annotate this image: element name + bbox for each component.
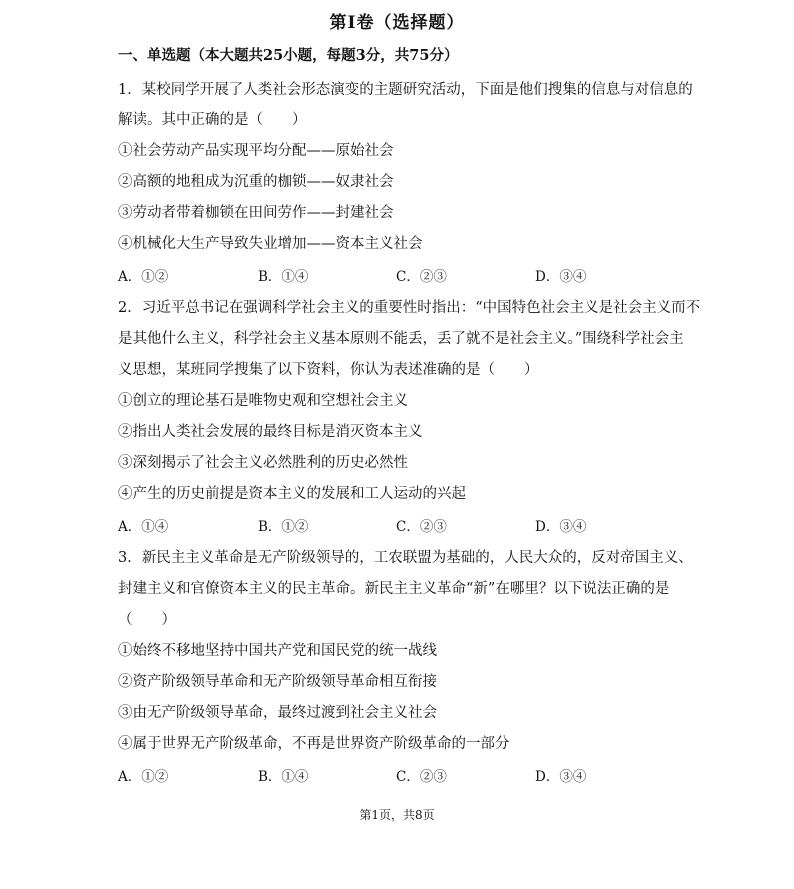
q2-stem-line-2: 是其他什么主义，科学社会主义基本原则不能丢，丢了就不是社会主义。”围绕科学社会主: [118, 331, 684, 347]
q2-option-a[interactable]: A．①④: [118, 519, 169, 535]
q3-stem-line-1: 3．新民主主义革命是无产阶级领导的，工农联盟为基础的，人民大众的，反对帝国主义、: [118, 550, 693, 566]
q2-stem-line-3: 义思想，某班同学搜集了以下资料，你认为表述准确的是（ ）: [118, 362, 539, 378]
q2-option-d[interactable]: D．③④: [535, 519, 587, 535]
q1-option-c[interactable]: C．②③: [396, 269, 447, 285]
q2-option-b[interactable]: B．①②: [258, 519, 309, 535]
q3-item-1: ①始终不移地坚持中国共产党和国民党的统一战线: [118, 643, 437, 659]
q1-option-a[interactable]: A．①②: [118, 269, 169, 285]
q1-option-d[interactable]: D．③④: [535, 269, 587, 285]
q3-item-2: ②资产阶级领导革命和无产阶级领导革命相互衔接: [118, 674, 437, 690]
q1-item-2: ②高额的地租成为沉重的枷锁——奴隶社会: [118, 174, 394, 190]
q3-option-c[interactable]: C．②③: [396, 769, 447, 785]
page-footer: 第1页，共8页: [359, 808, 435, 822]
q1-item-1: ①社会劳动产品实现平均分配——原始社会: [118, 143, 394, 159]
page-title: 第Ⅰ卷（选择题）: [329, 13, 465, 33]
q1-stem-line-2: 解读。其中正确的是（ ）: [118, 112, 307, 128]
q3-option-a[interactable]: A．①②: [118, 769, 169, 785]
q1-item-3: ③劳动者带着枷锁在田间劳作——封建社会: [118, 205, 394, 221]
q2-item-1: ①创立的理论基石是唯物史观和空想社会主义: [118, 393, 408, 409]
q1-option-b[interactable]: B．①④: [258, 269, 309, 285]
q1-stem-line-1: 1．某校同学开展了人类社会形态演变的主题研究活动，下面是他们搜集的信息与对信息的: [118, 82, 693, 98]
q3-item-3: ③由无产阶级领导革命，最终过渡到社会主义社会: [118, 705, 437, 721]
q2-item-2: ②指出人类社会发展的最终目标是消灭资本主义: [118, 424, 423, 440]
q1-item-4: ④机械化大生产导致失业增加——资本主义社会: [118, 236, 423, 252]
q3-item-4: ④属于世界无产阶级革命，不再是世界资产阶级革命的一部分: [118, 736, 510, 752]
q3-stem-line-3: （ ）: [118, 612, 176, 628]
q2-stem-line-1: 2．习近平总书记在强调科学社会主义的重要性时指出：“中国特色社会主义是社会主义而不: [118, 300, 701, 316]
q2-item-4: ④产生的历史前提是资本主义的发展和工人运动的兴起: [118, 486, 466, 502]
q3-stem-line-2: 封建主义和官僚资本主义的民主革命。新民主主义革命“新”在哪里？以下说法正确的是: [118, 581, 670, 597]
q2-option-c[interactable]: C．②③: [396, 519, 447, 535]
q3-option-d[interactable]: D．③④: [535, 769, 587, 785]
q2-item-3: ③深刻揭示了社会主义必然胜利的历史必然性: [118, 455, 408, 471]
q3-option-b[interactable]: B．①④: [258, 769, 309, 785]
section-heading: 一、单选题（本大题共25小题，每题3分，共75分）: [118, 47, 459, 64]
